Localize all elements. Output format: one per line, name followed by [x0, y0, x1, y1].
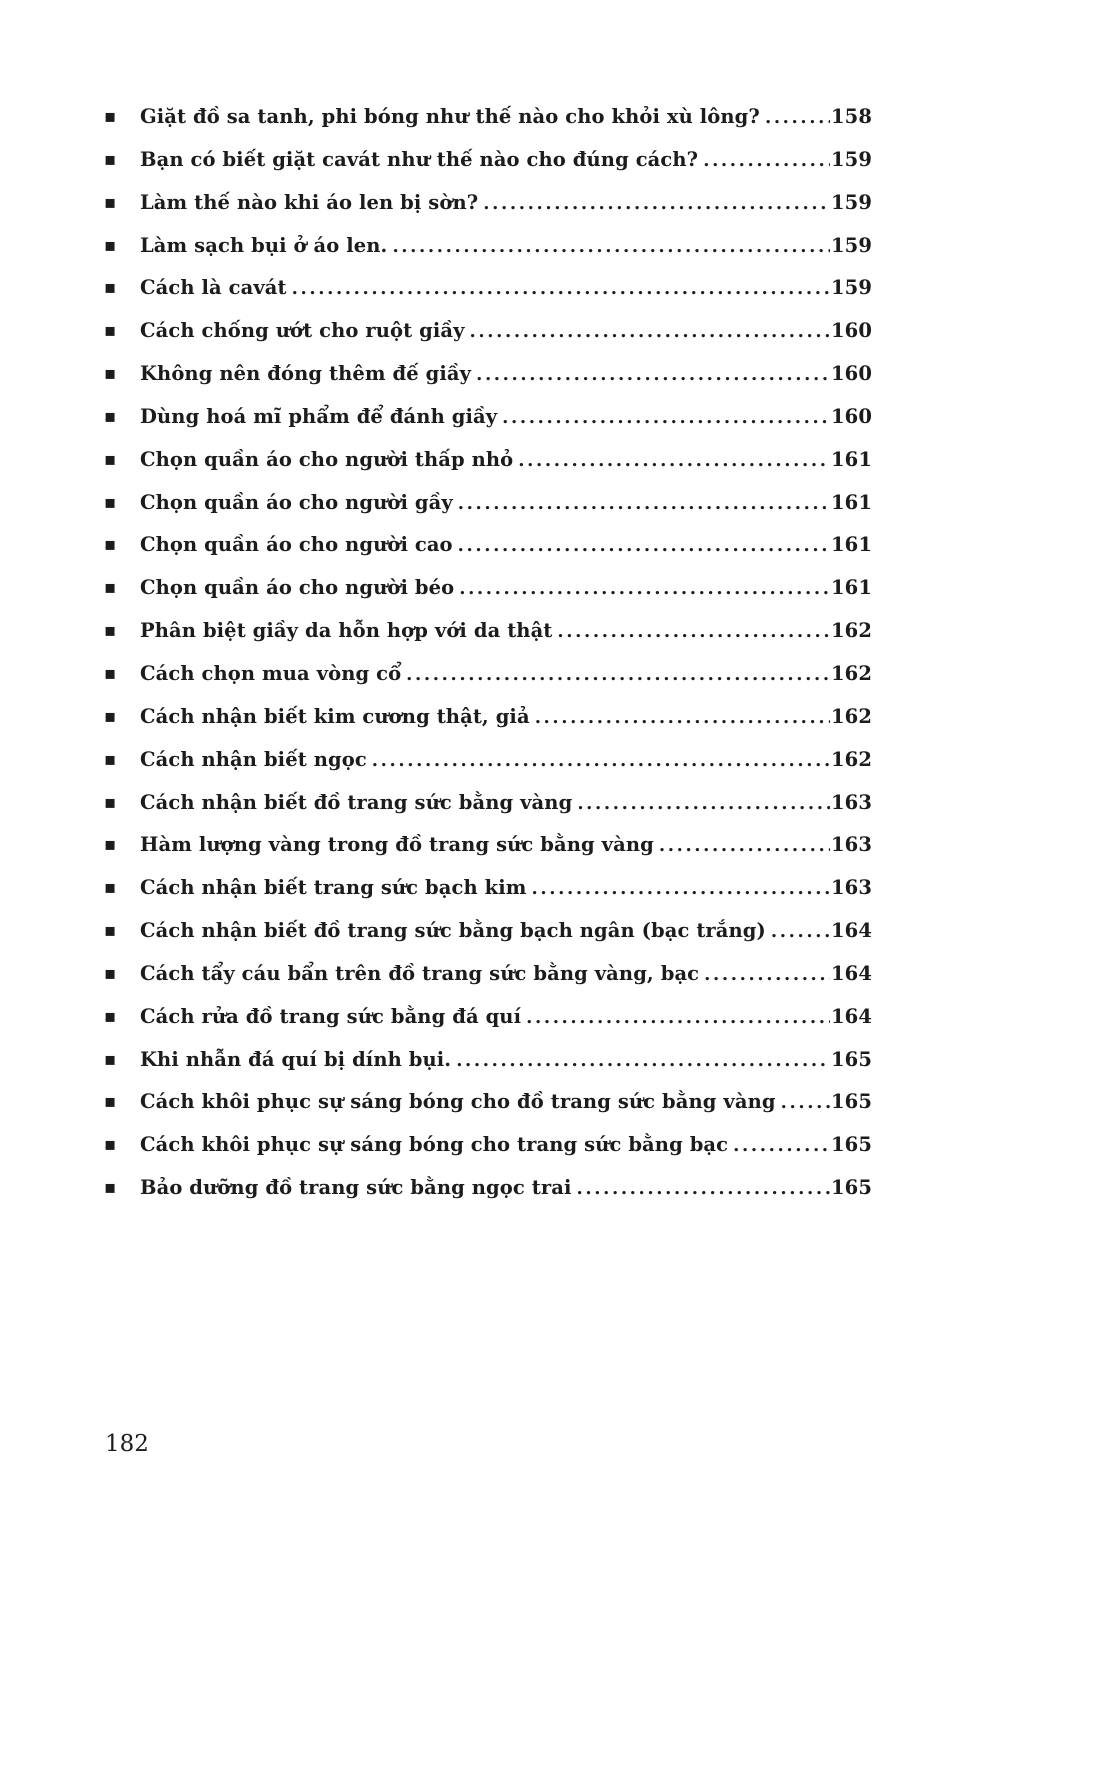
- toc-entry-page: 160: [830, 404, 872, 428]
- toc-leader-dots: [470, 310, 830, 353]
- toc-leader-dots: [733, 1124, 830, 1167]
- toc-leader-dots: [483, 182, 830, 225]
- bullet-square-icon: ▪: [104, 577, 117, 599]
- toc-entry-title: Bảo dưỡng đồ trang sức bằng ngọc trai: [140, 1176, 572, 1200]
- toc-entry: [104, 524, 872, 567]
- toc-entry-page: 159: [830, 233, 872, 257]
- toc-entry-page: 162: [830, 619, 872, 643]
- bullet-square-icon: ▪: [104, 320, 117, 342]
- toc-entry: [104, 567, 872, 610]
- toc-list: [104, 96, 872, 1210]
- page-number: 182: [105, 1431, 149, 1457]
- bullet-square-icon: ▪: [104, 106, 117, 127]
- toc-entry-title: Chọn quần áo cho người cao: [140, 533, 453, 557]
- toc-entry: [104, 696, 872, 739]
- toc-entry: [104, 396, 872, 439]
- toc-entry: [104, 953, 872, 996]
- bullet-square-icon: ▪: [104, 1177, 117, 1199]
- toc-entry-page: 165: [830, 1047, 872, 1071]
- toc-entry-page: 161: [830, 447, 872, 471]
- bullet-square-icon: ▪: [104, 748, 117, 770]
- bullet-square-icon: ▪: [104, 191, 117, 213]
- toc-entry: [104, 310, 872, 353]
- toc-entry: [104, 739, 872, 782]
- bullet-square-icon: ▪: [104, 148, 117, 170]
- toc-leader-dots: [557, 610, 830, 653]
- toc-entry-page: 163: [830, 790, 872, 814]
- toc-leader-dots: [458, 482, 830, 525]
- toc-entry-title: Làm sạch bụi ở áo len.: [140, 233, 388, 257]
- toc-entry-title: Giặt đồ sa tanh, phi bóng như thế nào cho khỏi xù lông?: [140, 105, 760, 128]
- toc-entry-page: 164: [830, 919, 872, 943]
- bullet-square-icon: ▪: [104, 534, 117, 556]
- toc-leader-dots: [502, 396, 830, 439]
- bullet-square-icon: ▪: [104, 1091, 117, 1113]
- toc-leader-dots: [392, 225, 830, 268]
- toc-leader-dots: [372, 739, 830, 782]
- toc-entry: [104, 482, 872, 525]
- toc-entry-title: Hàm lượng vàng trong đồ trang sức bằng vàng: [140, 833, 654, 857]
- toc-leader-dots: [659, 824, 830, 867]
- toc-entry-title: Khi nhẫn đá quí bị dính bụi.: [140, 1047, 452, 1071]
- toc-leader-dots: [292, 267, 830, 310]
- toc-entry-title: Cách tẩy cáu bẩn trên đồ trang sức bằng vàng, bạc: [140, 961, 700, 985]
- toc-entry-page: 158: [830, 105, 872, 128]
- toc-entry-title: Phân biệt giầy da hỗn hợp với da thật: [140, 619, 553, 643]
- toc-entry-page: 159: [830, 190, 872, 214]
- toc-entry-page: 161: [830, 533, 872, 557]
- toc-entry-page: 165: [830, 1176, 872, 1200]
- bullet-square-icon: ▪: [104, 705, 117, 727]
- toc-entry: [104, 1081, 872, 1124]
- toc-entry-title: Cách chọn mua vòng cổ: [140, 661, 402, 685]
- bullet-square-icon: ▪: [104, 277, 117, 299]
- toc-leader-dots: [535, 696, 830, 739]
- toc-entry-page: 161: [830, 576, 872, 600]
- toc-entry-title: Làm thế nào khi áo len bị sờn?: [140, 190, 479, 214]
- toc-leader-dots: [456, 1039, 830, 1082]
- toc-leader-dots: [576, 1167, 830, 1210]
- toc-entry: [104, 439, 872, 482]
- toc-entry: [104, 610, 872, 653]
- toc-entry-title: Bạn có biết giặt cavát như thế nào cho đúng cách?: [140, 147, 699, 171]
- toc-entry-page: 160: [830, 362, 872, 386]
- toc-entry: [104, 910, 872, 953]
- bullet-square-icon: ▪: [104, 234, 117, 256]
- toc-leader-dots: [703, 139, 830, 182]
- bullet-square-icon: ▪: [104, 620, 117, 642]
- toc-entry: [104, 96, 872, 139]
- bullet-square-icon: ▪: [104, 1134, 117, 1156]
- toc-leader-dots: [704, 953, 830, 996]
- toc-entry: [104, 267, 872, 310]
- toc-entry-title: Chọn quần áo cho người gầy: [140, 490, 453, 514]
- bullet-square-icon: ▪: [104, 363, 117, 385]
- toc-entry: [104, 996, 872, 1039]
- toc-leader-dots: [771, 910, 830, 953]
- toc-entry-page: 163: [830, 876, 872, 900]
- toc-entry: [104, 653, 872, 696]
- bullet-square-icon: ▪: [104, 405, 117, 427]
- bullet-square-icon: ▪: [104, 1005, 117, 1027]
- bullet-square-icon: ▪: [104, 920, 117, 942]
- toc-entry-page: 164: [830, 1004, 872, 1028]
- toc-entry-title: Cách nhận biết ngọc: [140, 747, 367, 771]
- toc-entry-title: Cách khôi phục sự sáng bóng cho đồ trang sức bằng vàng: [140, 1090, 776, 1114]
- toc-entry-title: Cách nhận biết đồ trang sức bằng vàng: [140, 790, 573, 814]
- toc-leader-dots: [458, 524, 830, 567]
- toc-leader-dots: [476, 353, 830, 396]
- toc-leader-dots: [518, 439, 830, 482]
- toc-entry-page: 160: [830, 319, 872, 343]
- toc-entry: [104, 225, 872, 268]
- bullet-square-icon: ▪: [104, 448, 117, 470]
- toc-entry-title: Cách nhận biết trang sức bạch kim: [140, 876, 527, 900]
- toc-entry: [104, 1167, 872, 1210]
- toc-leader-dots: [459, 567, 830, 610]
- toc-entry: [104, 867, 872, 910]
- toc-entry-page: 162: [830, 704, 872, 728]
- bullet-square-icon: ▪: [104, 834, 117, 856]
- bullet-square-icon: ▪: [104, 962, 117, 984]
- toc-entry-title: Cách chống ướt cho ruột giầy: [140, 319, 465, 343]
- toc-entry: [104, 1124, 872, 1167]
- toc-entry: [104, 139, 872, 182]
- toc-entry: [104, 824, 872, 867]
- toc-entry-title: Chọn quần áo cho người thấp nhỏ: [140, 447, 514, 471]
- toc-entry-page: 162: [830, 747, 872, 771]
- toc-leader-dots: [532, 867, 830, 910]
- toc-entry-title: Cách là cavát: [140, 276, 287, 300]
- toc-leader-dots: [577, 782, 830, 825]
- toc-entry: [104, 1039, 872, 1082]
- toc-entry-title: Dùng hoá mĩ phẩm để đánh giầy: [140, 404, 498, 428]
- toc-entry-title: Chọn quần áo cho người béo: [140, 576, 455, 600]
- toc-entry: [104, 782, 872, 825]
- bullet-square-icon: ▪: [104, 662, 117, 684]
- toc-entry-page: 165: [830, 1090, 872, 1114]
- toc-entry-page: 162: [830, 661, 872, 685]
- toc-entry-title: Cách nhận biết kim cương thật, giả: [140, 704, 530, 728]
- toc-leader-dots: [406, 653, 830, 696]
- toc-entry: [104, 353, 872, 396]
- toc-entry-title: Cách khôi phục sự sáng bóng cho trang sức bằng bạc: [140, 1133, 729, 1157]
- toc-entry-page: 164: [830, 961, 872, 985]
- toc-entry-page: 163: [830, 833, 872, 857]
- toc-entry-title: Cách nhận biết đồ trang sức bằng bạch ngân (bạc trắng): [140, 919, 766, 943]
- toc-entry-title: Không nên đóng thêm đế giầy: [140, 362, 472, 386]
- toc-entry: [104, 182, 872, 225]
- toc-entry-page: 161: [830, 490, 872, 514]
- toc-leader-dots: [526, 996, 830, 1039]
- toc-entry-page: 159: [830, 276, 872, 300]
- bullet-square-icon: ▪: [104, 791, 117, 813]
- toc-leader-dots: [765, 96, 830, 139]
- toc-entry-page: 165: [830, 1133, 872, 1157]
- bullet-square-icon: ▪: [104, 1048, 117, 1070]
- toc-entry-title: Cách rửa đồ trang sức bằng đá quí: [140, 1004, 522, 1028]
- bullet-square-icon: ▪: [104, 491, 117, 513]
- bullet-square-icon: ▪: [104, 877, 117, 899]
- toc-entry-page: 159: [830, 147, 872, 171]
- toc-leader-dots: [781, 1081, 830, 1124]
